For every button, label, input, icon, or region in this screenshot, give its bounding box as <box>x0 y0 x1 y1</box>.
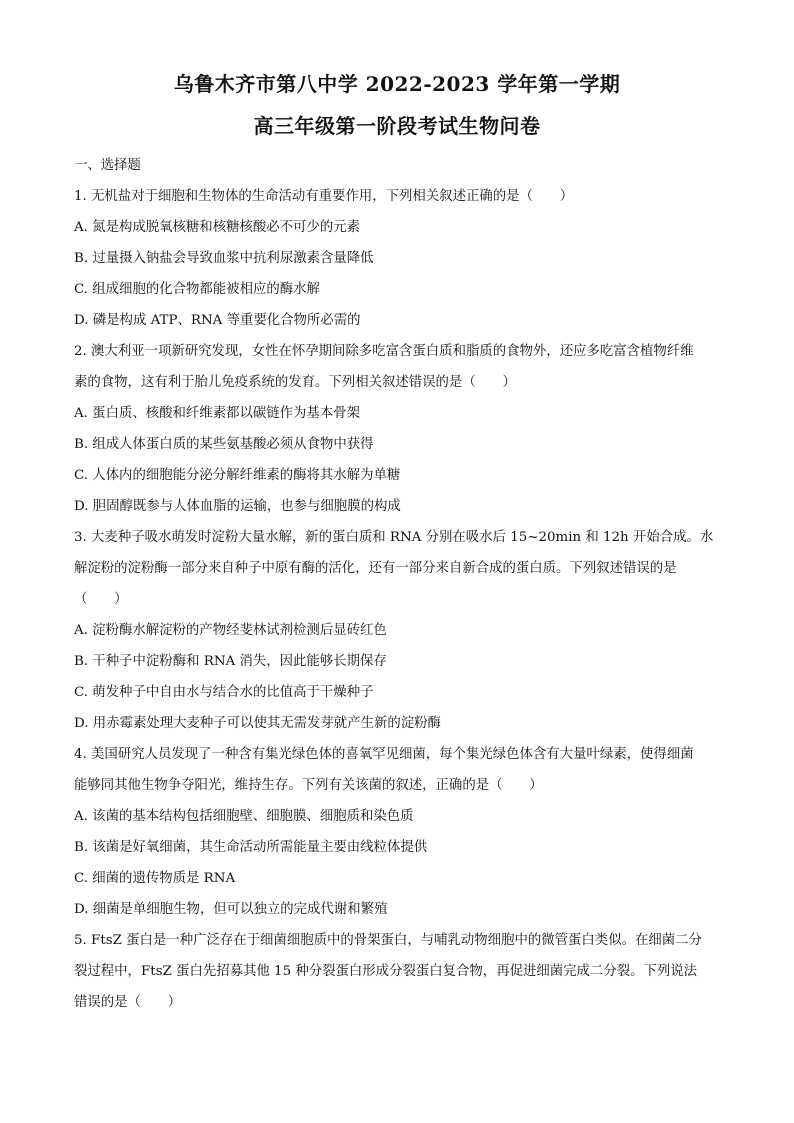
question-4 <box>74 739 724 925</box>
question-stem-line: 5. FtsZ 蛋白是一种广泛存在于细菌细胞质中的骨架蛋白，与哺乳动物细胞中的微管蛋白类似。在细菌二分 <box>74 933 702 948</box>
exam-subtitle: 高三年级第一阶段考试生物问卷 <box>253 114 541 138</box>
answer-option: C. 萌发种子中自由水与结合水的比值高于干燥种子 <box>74 685 374 700</box>
question-stem-line: 1. 无机盐对于细胞和生物体的生命活动有重要作用，下列相关叙述正确的是（ ） <box>74 189 574 204</box>
answer-option: D. 细菌是单细胞生物，但可以独立的完成代谢和繁殖 <box>74 902 388 917</box>
answer-option: A. 蛋白质、核酸和纤维素都以碳链作为基本骨架 <box>74 406 360 421</box>
question-stem-line: 裂过程中，FtsZ 蛋白先招募其他 15 种分裂蛋白形成分裂蛋白复合物，再促进细菌完成二分裂。下列说法 <box>74 964 698 979</box>
answer-option: D. 用赤霉素处理大麦种子可以使其无需发芽就产生新的淀粉酶 <box>74 716 441 731</box>
question-stem-line: 能够同其他生物争夺阳光，维持生存。下列有关该菌的叙述，正确的是（ ） <box>74 778 543 793</box>
question-stem-line: 2. 澳大利亚一项新研究发现，女性在怀孕期间除多吃富含蛋白质和脂质的食物外，还应多吃富含植物纤维 <box>74 344 694 359</box>
answer-option: D. 胆固醇既参与人体血脂的运输，也参与细胞膜的构成 <box>74 499 401 514</box>
answer-option: B. 过量摄入钠盐会导致血浆中抗利尿激素含量降低 <box>74 251 374 266</box>
answer-option: C. 细菌的遗传物质是 RNA <box>74 871 236 886</box>
question-list <box>74 150 724 1018</box>
answer-option: C. 人体内的细胞能分泌分解纤维素的酶将其水解为单糖 <box>74 468 401 483</box>
questions-container <box>74 181 724 1018</box>
answer-option: B. 该菌是好氧细菌，其生命活动所需能量主要由线粒体提供 <box>74 840 428 855</box>
section-heading: 一、选择题 <box>74 158 141 173</box>
question-stem-line: 4. 美国研究人员发现了一种含有集光绿色体的喜氧罕见细菌，每个集光绿色体含有大量叶绿素，使得细菌 <box>74 747 694 762</box>
answer-option: A. 氮是构成脱氧核糖和核糖核酸必不可少的元素 <box>74 220 360 235</box>
question-stem-line: 解淀粉的淀粉酶一部分来自种子中原有酶的活化，还有一部分来自新合成的蛋白质。下列叙述错误的是 <box>74 561 677 576</box>
question-3 <box>74 522 724 739</box>
question-5 <box>74 925 724 1018</box>
answer-option: A. 该菌的基本结构包括细胞壁、细胞膜、细胞质和染色质 <box>74 809 414 824</box>
question-2 <box>74 336 724 522</box>
answer-option: A. 淀粉酶水解淀粉的产物经斐林试剂检测后显砖红色 <box>74 623 387 638</box>
answer-option: C. 组成细胞的化合物都能被相应的酶水解 <box>74 282 320 297</box>
question-stem-line: 3. 大麦种子吸水萌发时淀粉大量水解，新的蛋白质和 RNA 分别在吸水后 15~20min 和 12h 开始合成。水 <box>74 530 714 545</box>
exam-title: 乌鲁木齐市第八中学 2022-2023 学年第一学期 <box>173 72 621 96</box>
answer-option: B. 干种子中淀粉酶和 RNA 消失，因此能够长期保存 <box>74 654 387 669</box>
question-stem-line: 素的食物，这有利于胎儿免疫系统的发育。下列相关叙述错误的是（ ） <box>74 375 516 390</box>
question-1 <box>74 181 724 336</box>
answer-option: B. 组成人体蛋白质的某些氨基酸必须从食物中获得 <box>74 437 374 452</box>
question-stem-line: （ ） <box>74 592 128 607</box>
question-stem-line: 错误的是（ ） <box>74 995 182 1010</box>
answer-option: D. 磷是构成 ATP、RNA 等重要化合物所必需的 <box>74 313 361 328</box>
